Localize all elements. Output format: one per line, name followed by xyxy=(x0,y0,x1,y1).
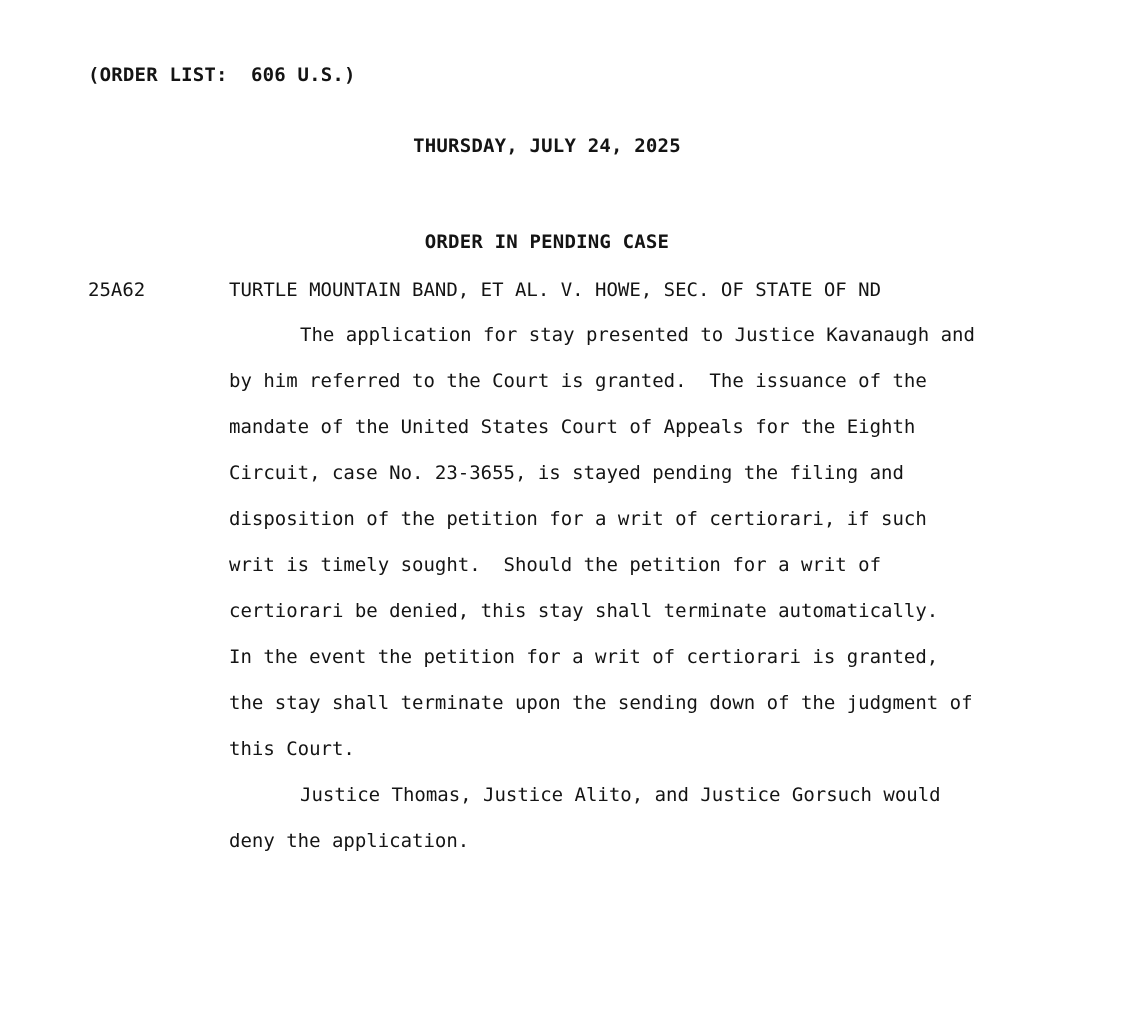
paragraph-line: by him referred to the Court is granted. The issuance of the xyxy=(229,370,927,392)
paragraph-line: disposition of the petition for a writ of certiorari, if such xyxy=(229,508,927,530)
paragraph-line: certiorari be denied, this stay shall terminate automatically. xyxy=(229,600,939,622)
order-date: THURSDAY, JULY 24, 2025 xyxy=(413,135,681,157)
paragraph-line: the stay shall terminate upon the sending down of the judgment of xyxy=(229,692,973,714)
paragraph-line: writ is timely sought. Should the petition for a writ of xyxy=(229,554,882,576)
paragraph-line: deny the application. xyxy=(229,830,470,852)
paragraph-line: Justice Thomas, Justice Alito, and Justice Gorsuch would xyxy=(300,784,941,806)
paragraph-line: mandate of the United States Court of Appeals for the Eighth xyxy=(229,416,916,438)
paragraph-line: Circuit, case No. 23-3655, is stayed pending the filing and xyxy=(229,462,904,484)
order-text xyxy=(229,323,1029,875)
paragraph-line: In the event the petition for a writ of certiorari is granted, xyxy=(229,646,939,668)
paragraph-line: The application for stay presented to Justice Kavanaugh and xyxy=(300,324,975,346)
order-list-header: (ORDER LIST: 606 U.S.) xyxy=(88,64,356,86)
section-heading: ORDER IN PENDING CASE xyxy=(424,231,670,253)
case-title: TURTLE MOUNTAIN BAND, ET AL. V. HOWE, SEC. OF STATE OF ND xyxy=(229,279,882,301)
paragraph-line: this Court. xyxy=(229,738,355,760)
docket-number: 25A62 xyxy=(88,279,146,301)
